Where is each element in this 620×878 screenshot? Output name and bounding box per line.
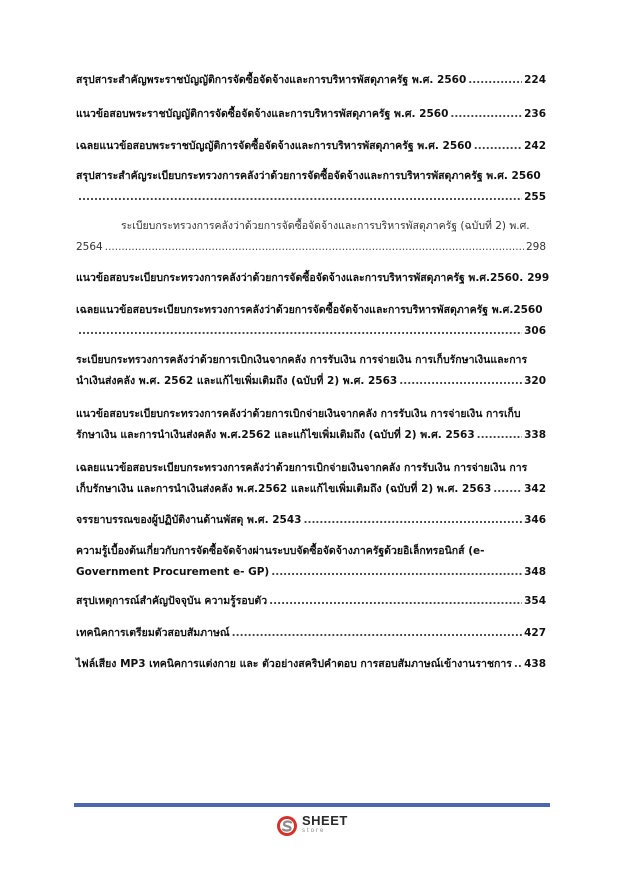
dot-leader: [78, 321, 522, 342]
toc-entry-title: ระเบียบกระทรวงการคลังว่าด้วยการเบิกเงินจากคลัง การรับเงิน การจ่ายเงิน การเก็บรักษาเงินและการ: [76, 354, 528, 366]
toc-entry-title: แนวข้อสอบพระราชบัญญัติการจัดซื้อจัดจ้างและการบริหารพัสดุภาครัฐ พ.ศ. 2560: [76, 108, 449, 120]
toc-entry[interactable]: [76, 654, 546, 675]
toc-entry[interactable]: [76, 268, 550, 289]
dot-leader: [468, 70, 522, 91]
toc-entry-page: 438: [524, 658, 546, 670]
sheetstore-logo: [276, 815, 348, 837]
dot-leader: [269, 591, 522, 612]
toc-entry-page: 338: [524, 429, 546, 441]
toc-entry-title: เทคนิคการเตรียมตัวสอบสัมภาษณ์: [76, 627, 230, 639]
dot-leader: [493, 479, 522, 500]
toc-entry[interactable]: ระเบียบกระทรวงการคลังว่าด้วยการเบิกเงินจากคลัง การรับเงิน การจ่ายเงิน การเก็บรักษาเงินและการ นำเงินส่งคลัง พ.ศ. 2562 และแก้ไขเพิ่มเติมถึง (ฉบับที่ 2) พ.ศ. 2563 ..... 320: [76, 350, 546, 392]
dot-leader: [78, 187, 522, 208]
toc-entry-page: 236: [524, 108, 546, 120]
toc-entry-title: ไฟล์เสียง MP3 เทคนิคการแต่งกาย และ ตัวอย่างสคริปคำตอบ การสอบสัมภาษณ์เข้างานราชการ: [76, 658, 512, 670]
toc-entry-page: 255: [524, 191, 546, 203]
toc-entry[interactable]: [76, 300, 546, 342]
toc-entry-page: 224: [524, 74, 546, 86]
toc-entry-title: สรุปเหตุการณ์สำคัญปัจจุบัน ความรู้รอบตัว: [76, 595, 268, 607]
toc-entry[interactable]: ระเบียบกระทรวงการคลังว่าด้วยการจัดซื้อจัดจ้างและการบริหารพัสดุภาครัฐ (ฉบับที่ 2) พ.ศ. 2564 ..... 298: [76, 216, 546, 258]
toc-entry-page: 346: [524, 514, 546, 526]
toc-entry-title: เฉลยแนวข้อสอบระเบียบกระทรวงการคลังว่าด้วยการเบิกจ่ายเงินจากคลัง การรับเงิน การจ่ายเงิน การ: [76, 462, 528, 474]
toc-entry[interactable]: [76, 510, 546, 531]
toc-entry[interactable]: [76, 591, 546, 612]
s-logo-icon: [276, 815, 298, 837]
dot-leader: [450, 104, 522, 125]
dot-leader: [271, 562, 522, 583]
dot-leader: [232, 623, 522, 644]
toc-entry-title: ความรู้เบื้องต้นเกี่ยวกับการจัดซื้อจัดจ้างผ่านระบบจัดซื้อจัดจ้างภาครัฐด้วยอิเล็กทรอนิกส์ (e-: [76, 545, 485, 557]
dot-leader: [477, 425, 522, 446]
dot-leader: [105, 237, 524, 258]
toc-entry-title: เฉลยแนวข้อสอบระเบียบกระทรวงการคลังว่าด้วยการจัดซื้อจัดจ้างและการบริหารพัสดุภาครัฐ พ.ศ.2560: [76, 304, 543, 316]
toc-entry-page: 427: [524, 627, 546, 639]
dot-leader: [303, 510, 522, 531]
dot-leader: [474, 136, 522, 157]
dot-leader: [399, 371, 522, 392]
toc-entry-title: แนวข้อสอบระเบียบกระทรวงการคลังว่าด้วยการเบิกจ่ายเงินจากคลัง การรับเงิน การจ่ายเงิน การเก็บ: [76, 408, 521, 420]
toc-entry-page: 320: [524, 375, 546, 387]
dot-leader: [514, 654, 522, 675]
toc-entry[interactable]: [76, 104, 546, 125]
toc-entry-page: 299: [527, 272, 550, 284]
footer-divider: [74, 803, 550, 807]
logo-subtitle: store: [302, 828, 326, 834]
toc-entry[interactable]: แนวข้อสอบระเบียบกระทรวงการคลังว่าด้วยการเบิกจ่ายเงินจากคลัง การรับเงิน การจ่ายเงิน การเก็บ รักษาเงิน และการนำเงินส่งคลัง พ.ศ.2562 และแก้ไขเพิ่มเติมถึง (ฉบับที่ 2) พ.ศ. 2563 ..... 338: [76, 404, 546, 446]
toc-entry-page: 342: [524, 483, 546, 495]
toc-entry[interactable]: [76, 166, 546, 208]
toc-entry-title: แนวข้อสอบระเบียบกระทรวงการคลังว่าด้วยการจัดซื้อจัดจ้างและการบริหารพัสดุภาครัฐ พ.ศ.2560.: [76, 272, 524, 284]
toc-entry[interactable]: เฉลยแนวข้อสอบระเบียบกระทรวงการคลังว่าด้วยการเบิกจ่ายเงินจากคลัง การรับเงิน การจ่ายเงิน การ เก็บรักษาเงิน และการนำเงินส่งคลัง พ.ศ.2562 และแก้ไขเพิ่มเติมถึง (ฉบับที่ 2) พ.ศ. 2563 ..... 342: [76, 458, 546, 500]
toc-entry-page: 354: [524, 595, 546, 607]
toc-entry-page: 348: [524, 566, 546, 578]
toc-entry-title: สรุปสาระสำคัญระเบียบกระทรวงการคลังว่าด้วยการจัดซื้อจัดจ้างและการบริหารพัสดุภาครัฐ พ.ศ. 2560: [76, 170, 541, 182]
toc-entry[interactable]: [76, 136, 546, 157]
toc-entry-page: 298: [525, 241, 546, 253]
toc-entry[interactable]: [76, 623, 546, 644]
toc-entry[interactable]: [76, 70, 546, 91]
toc-entry-page: 306: [524, 325, 546, 337]
toc-entry-title: ระเบียบกระทรวงการคลังว่าด้วยการจัดซื้อจัดจ้างและการบริหารพัสดุภาครัฐ (ฉบับที่ 2) พ.ศ.: [121, 220, 530, 232]
toc-entry-title: จรรยาบรรณของผู้ปฏิบัติงานด้านพัสดุ พ.ศ. 2543: [76, 514, 302, 526]
toc-entry-title: สรุปสาระสำคัญพระราชบัญญัติการจัดซื้อจัดจ้างและการบริหารพัสดุภาครัฐ พ.ศ. 2560: [76, 74, 467, 86]
toc-entry[interactable]: ความรู้เบื้องต้นเกี่ยวกับการจัดซื้อจัดจ้างผ่านระบบจัดซื้อจัดจ้างภาครัฐด้วยอิเล็กทรอนิกส์ (e- Government Procurement e- GP) ..... 348: [76, 541, 546, 583]
toc-entry-page: 242: [524, 140, 546, 152]
toc-entry-title: เฉลยแนวข้อสอบพระราชบัญญัติการจัดซื้อจัดจ้างและการบริหารพัสดุภาครัฐ พ.ศ. 2560: [76, 140, 472, 152]
logo-title: SHEET: [302, 813, 348, 828]
